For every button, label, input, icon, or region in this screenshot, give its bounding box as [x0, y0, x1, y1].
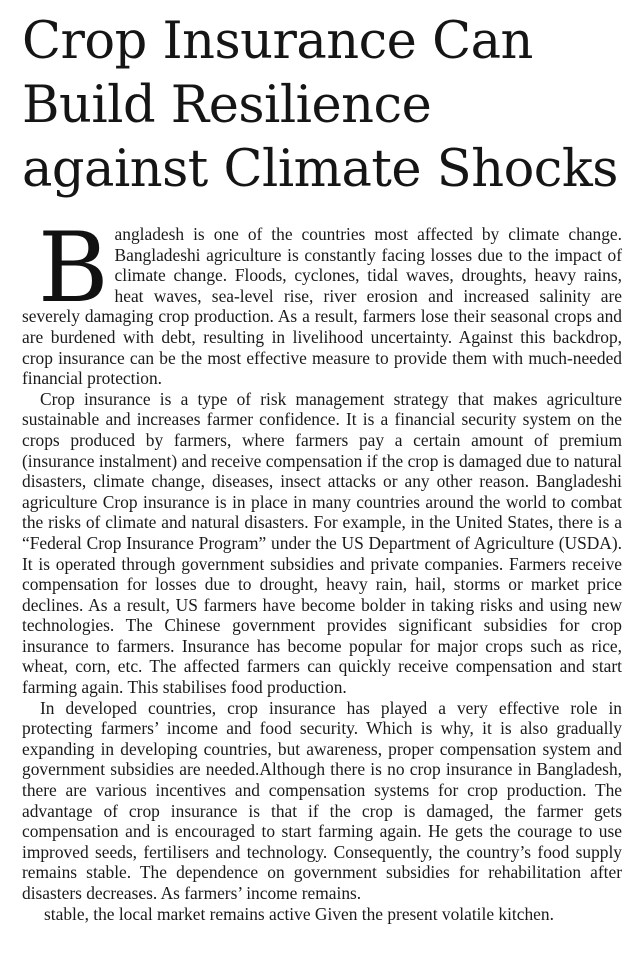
headline: Crop Insurance Can Build Resilience against Climate Shocks: [22, 12, 618, 199]
article: [22, 10, 622, 924]
paragraph-3: In developed countries, crop insurance has played a very effective role in protecting farmers’ income and food security. Which is why, it is also gradually expanding in developing countries, but awareness, proper compensation system and government subsidies are needed.Although there is no crop insurance in Bangladesh, there are various incentives and compensation systems for crop production. The advantage of crop insurance is that if the crop is damaged, the farmer gets compensation and is encouraged to start farming again. He gets the courage to use improved seeds, fertilisers and technology. Consequently, the country’s food supply remains stable. The dependence on government subsidies for rehabilitation after disasters decreases. As farmers’ income remains.: [22, 697, 622, 903]
paragraph-2: Crop insurance is a type of risk management strategy that makes agriculture sustainable and increases farmer confidence. It is a financial security system on the crops produced by farmers, where farmers pay a certain amount of premium (insurance instalment) and receive compensation if the crop is damaged due to natural disasters, climate change, diseases, insect attacks or any other reason. Bangladeshi agriculture Crop insurance is in place in many countries around the world to combat the risks of climate and natural disasters. For example, in the United States, there is a “Federal Crop Insurance Program” under the US Department of Agriculture (USDA). It is operated through government subsidies and private companies. Farmers receive compensation for losses due to drought, heavy rain, hail, storms or market price declines. As a result, US farmers have become bolder in taking risks and using new technologies. The Chinese government provides significant subsidies for crop insurance to farmers. Insurance has become popular for major crops such as rice, wheat, corn, etc. The affected farmers can quickly receive compensation and start farming again. This stabilises food production.: [22, 388, 622, 698]
paragraph-1: [22, 212, 622, 389]
article-body: [22, 212, 622, 924]
drop-cap: B: [38, 212, 109, 324]
paragraph-4: stable, the local market remains active Given the present volatile kitchen.: [44, 903, 554, 924]
paragraph-1-text: angladesh is one of the countries most affected by climate change. Bangladeshi agriculture is constantly facing losses due to the impact of climate change. Floods, cyclones, tidal waves, droughts, heavy rains, heat waves, sea-level rise, river erosion and increased salinity are severely damaging crop production. As a result, farmers lose their seasonal crops and are burdened with debt, resulting in livelihood uncertainty. Against this backdrop, crop insurance can be the most effective measure to provide them with much-needed financial protection.: [22, 224, 622, 389]
